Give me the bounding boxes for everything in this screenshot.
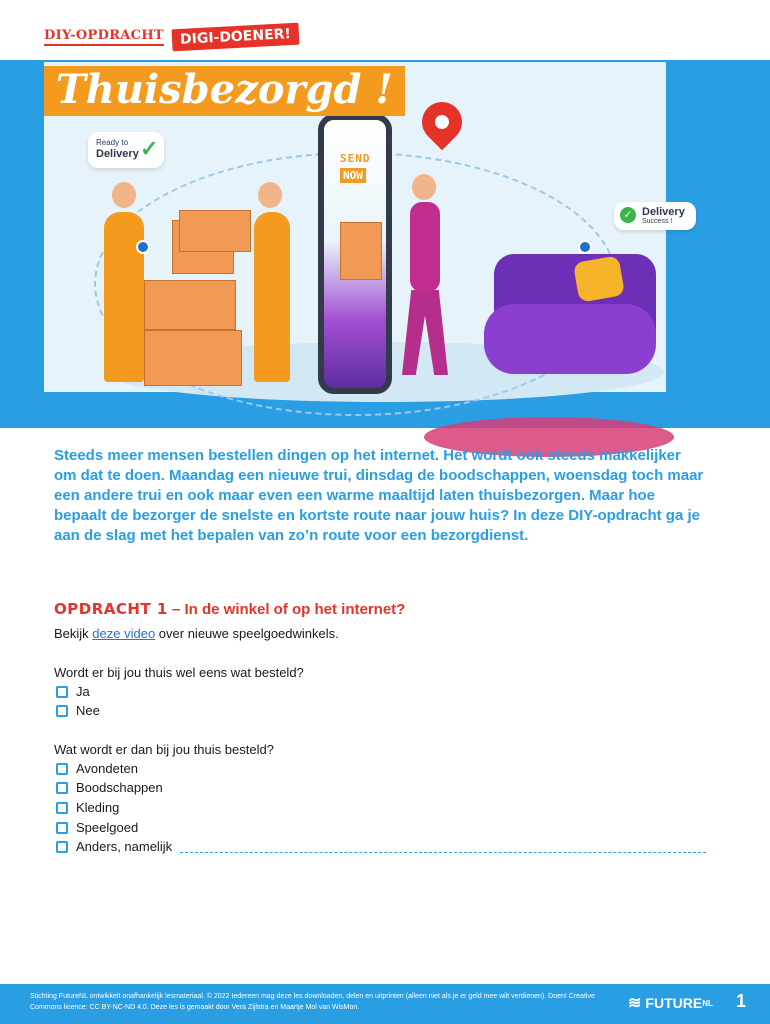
woman-head [412,174,436,200]
checkbox-icon[interactable] [56,841,68,853]
hero-title: Thuisbezorgd ! [44,66,405,116]
checkbox-boodschappen[interactable] [56,780,163,795]
assignment-title: – In de winkel of op het internet? [171,601,406,618]
check-icon: ✓ [140,136,159,161]
top-tags [44,24,299,50]
option-label: Anders, namelijk [76,839,173,854]
checkbox-icon[interactable] [56,822,68,834]
write-in-line[interactable] [180,852,706,853]
question-2: Wat wordt er dan bij jou thuis besteld? [54,742,274,757]
delivery-man-head [258,182,282,208]
checkbox-nee[interactable] [56,703,100,718]
ready-small-text: Ready to [96,138,129,147]
location-pin-icon [414,94,471,151]
digi-doener-badge: DIGI-DOENER! [171,23,299,52]
ready-to-delivery-chip [88,132,164,168]
sofa-pillow [573,255,625,302]
success-small-text: Success ! [642,218,673,225]
checkbox-kleding[interactable] [56,800,119,815]
phone-now-label: NOW [340,168,366,183]
ready-big-text: Delivery [96,148,139,160]
success-big-text: Delivery [642,206,685,218]
checkbox-icon[interactable] [56,686,68,698]
route-dot [578,240,592,254]
question-1: Wordt er bij jou thuis wel eens wat besteld? [54,665,304,680]
sofa [484,254,656,374]
checkbox-anders[interactable] [56,839,172,854]
option-label: Kleding [76,800,120,815]
video-text-after: over nieuwe speelgoedwinkels. [155,626,339,641]
option-label: Avondeten [76,761,138,776]
checkbox-speelgoed[interactable] [56,820,138,835]
parcel-box [340,222,382,280]
checkbox-ja[interactable] [56,684,90,699]
parcel-box [179,210,251,252]
delivery-man [104,212,144,382]
checkbox-avondeten[interactable] [56,761,138,776]
footer-license-text: Stichting FutureNL ontwikkelt onafhankelijk lesmateriaal. © 2022 Iedereen mag deze les downloaden, delen en uitprinten (alleen niet als je er geld mee wilt verdienen). Doen! Creative Commons licence: CC BY-NC-ND 4.0. Deze les is gemaakt door Vera Zijlstra en Maartje Mol van WisMon. [30,993,595,1011]
parcel-box [144,280,236,330]
video-line [54,626,339,641]
page-number: 1 [736,991,747,1011]
option-label: Speelgoed [76,820,139,835]
assignment-label: OPDRACHT 1 [54,600,168,618]
assignment-heading [54,600,405,618]
parcel-box [144,330,242,386]
checkbox-icon[interactable] [56,763,68,775]
intro-paragraph: Steeds meer mensen bestellen dingen op het internet. Het wordt ook steeds makkelijker om dat te doen. Maandag een nieuwe trui, dinsdag de boodschappen, woensdag toch maar een andere trui en ook maar even een warme maaltijd laten thuisbezorgen. Maar hoe bepaalt de bezorger de snelste en kortste route naar jouw huis? In deze DIY-opdracht ga je aan de slag met het bepalen van zo’n route voor een bezorgdienst. [54,447,704,544]
video-link[interactable]: deze video [92,626,156,641]
delivery-success-chip [614,202,696,230]
sofa-seat [484,304,656,374]
checkbox-icon[interactable] [56,782,68,794]
logo-text: FUTURE [645,995,703,1011]
futurenl-logo [628,993,713,1013]
diy-label: DIY-OPDRACHT [44,28,164,46]
futurenl-wave-icon: ≋ [628,995,642,1012]
check-circle-icon: ✓ [620,207,636,223]
logo-sup: NL [702,998,713,1008]
option-label: Ja [76,684,90,699]
checkbox-icon[interactable] [56,705,68,717]
option-label: Nee [76,703,100,718]
woman [410,202,440,292]
option-label: Boodschappen [76,780,163,795]
video-text-before: Bekijk [54,626,93,641]
delivery-man [254,212,290,382]
route-dot [136,240,150,254]
phone-send-label: SEND [340,152,371,165]
delivery-man-head [112,182,136,208]
checkbox-icon[interactable] [56,802,68,814]
